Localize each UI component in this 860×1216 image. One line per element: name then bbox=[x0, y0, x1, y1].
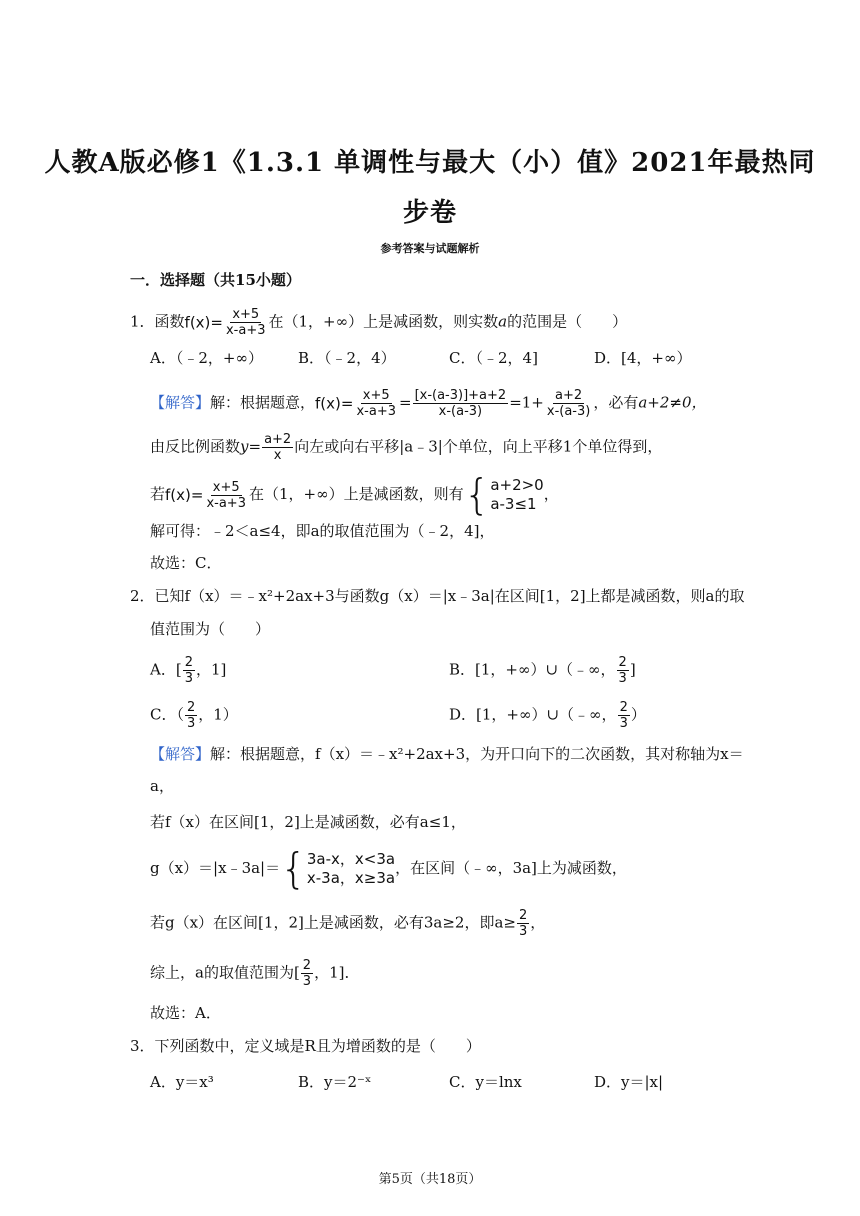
q1-sol-frac2-den: x-(a-3) bbox=[438, 404, 483, 419]
q1-var: a bbox=[498, 312, 508, 331]
q2-opt-c-post: ，1） bbox=[198, 705, 238, 724]
q3-option-c: C．y＝lnx bbox=[449, 1073, 522, 1091]
q1-sol3-text: 在（1，+∞）上是减函数，则有 bbox=[248, 485, 464, 503]
q2-solution-line1b: a， bbox=[150, 777, 174, 795]
q2-sol4-den: 3 bbox=[518, 924, 528, 939]
q2-opt-d-den: 3 bbox=[619, 716, 628, 731]
q1-function-label: f(x)= bbox=[184, 313, 223, 332]
q2-solution-line5 bbox=[150, 958, 359, 989]
q3-option-a: A．y＝x³ bbox=[150, 1073, 214, 1091]
q2-opt-a-num: 2 bbox=[184, 655, 193, 670]
q2-sol1-text: 解：根据题意，f（x）＝﹣x²+2ax+3，为开口向下的二次函数，其对称轴为x＝ bbox=[210, 745, 744, 763]
q2-solution-line3 bbox=[150, 844, 627, 893]
q2-opt-c-frac bbox=[185, 700, 197, 731]
q1-option-c: C．（﹣2，4] bbox=[449, 349, 538, 367]
q2-opt-a-pre: A．[ bbox=[150, 660, 182, 679]
q1-sol3-function-label: f(x)= bbox=[165, 486, 204, 504]
q1-sol1-cond: a+2≠0， bbox=[638, 393, 707, 412]
q2-sol4-post: ， bbox=[530, 913, 546, 932]
q2-opt-b-frac bbox=[617, 655, 629, 686]
q2-answer-tag: 【解答】 bbox=[150, 745, 211, 763]
q2-solution-line2: 若f（x）在区间[1，2]上是减函数，必有a≤1， bbox=[150, 813, 466, 831]
q2-opt-d-frac bbox=[618, 700, 630, 731]
q2-opt-a-frac bbox=[183, 655, 195, 686]
q2-option-d bbox=[449, 700, 646, 731]
q2-stem-line2: 值范围为（ ） bbox=[150, 620, 271, 638]
q3-option-b: B．y＝2⁻ˣ bbox=[298, 1073, 372, 1091]
q2-option-b bbox=[449, 655, 636, 686]
section-heading: 一．选择题（共15小题） bbox=[130, 271, 301, 289]
q2-opt-c-den: 3 bbox=[186, 716, 196, 731]
q2-piecewise bbox=[280, 844, 396, 893]
q1-sol-frac3 bbox=[545, 388, 592, 419]
q1-sol2-prefix: 由反比例函数 bbox=[150, 437, 241, 456]
page-footer: 第5页（共18页） bbox=[378, 1172, 482, 1187]
q2-solution-line1 bbox=[150, 744, 744, 764]
q2-sol4-prefix: 若g（x）在区间[1，2]上是减函数，必有3a≥2，即a≥ bbox=[150, 913, 516, 932]
q2-sol5-post: ，1]． bbox=[314, 963, 360, 982]
q1-solution-line2 bbox=[150, 432, 662, 463]
q1-option-b: B．（﹣2，4） bbox=[298, 349, 396, 367]
q1-frac-den: x-a+3 bbox=[225, 323, 266, 338]
q1-frac-num: x+5 bbox=[232, 307, 260, 322]
q1-sol2-y: y= bbox=[240, 437, 262, 456]
doc-subtitle: 参考答案与试题解析 bbox=[380, 242, 480, 255]
q1-system-of-inequalities bbox=[463, 470, 544, 519]
q1-solution-line5: 故选：C． bbox=[150, 554, 222, 572]
q1-sol2-frac-num: a+2 bbox=[264, 432, 292, 447]
q2-sol3-prefix: g（x）＝|x﹣3a|＝ bbox=[150, 859, 281, 877]
q1-solution-line1 bbox=[150, 388, 707, 419]
q2-sol4-num: 2 bbox=[518, 908, 528, 923]
q2-opt-b-post: ] bbox=[629, 660, 636, 679]
q1-option-a: A．（﹣2，+∞） bbox=[150, 349, 263, 367]
q2-sol5-num: 2 bbox=[302, 958, 312, 973]
q1-sol3-frac bbox=[204, 480, 248, 511]
q1-ineq-row1: a+2>0 bbox=[490, 476, 544, 494]
q3-option-d: D．y＝|x| bbox=[594, 1073, 664, 1091]
q2-opt-c-num: 2 bbox=[186, 700, 196, 715]
q2-opt-b-den: 3 bbox=[618, 671, 627, 686]
q2-opt-b-num: 2 bbox=[618, 655, 627, 670]
q2-option-c bbox=[150, 700, 238, 731]
q2-opt-d-num: 2 bbox=[619, 700, 628, 715]
q1-solution-line3 bbox=[150, 470, 559, 519]
q1-sol-frac1-num: x+5 bbox=[362, 388, 390, 403]
q1-sol1-prefix: 解：根据题意， bbox=[210, 393, 316, 412]
left-brace-icon: { bbox=[463, 470, 491, 519]
q1-solution-line4: 解可得：﹣2＜a≤4，即a的取值范围为（﹣2，4]， bbox=[150, 522, 495, 540]
q1-sol-function-label: f(x)= bbox=[315, 394, 354, 413]
q1-sol-frac2 bbox=[413, 388, 509, 419]
q1-sol2-frac bbox=[262, 432, 293, 463]
q1-sol-eq2: =1+ bbox=[509, 393, 544, 412]
q1-sol-eq1: = bbox=[398, 393, 412, 412]
q1-sol3-end: ， bbox=[543, 485, 559, 503]
q2-stem-line1: 2．已知f（x）＝﹣x²+2ax+3与函数g（x）＝|x﹣3a|在区间[1，2]上都是减函数，则a的取 bbox=[130, 587, 745, 605]
q2-solution-line4 bbox=[150, 908, 545, 939]
q2-sol3-text: ，在区间（﹣∞，3a]上为减函数， bbox=[395, 859, 627, 877]
q2-piece-row2: x-3a，x≥3a bbox=[306, 869, 396, 887]
q1-fraction bbox=[224, 307, 268, 338]
q3-stem: 3．下列函数中，定义域是R且为增函数的是（ ） bbox=[130, 1037, 481, 1055]
q1-sol-frac3-den: x-(a-3) bbox=[546, 404, 591, 419]
q1-stem bbox=[130, 307, 627, 338]
q1-sol-frac1 bbox=[354, 388, 398, 419]
q2-opt-a-den: 3 bbox=[184, 671, 193, 686]
q2-opt-c-pre: C．（ bbox=[150, 705, 184, 724]
q2-sol5-prefix: 综上，a的取值范围为[ bbox=[150, 963, 300, 982]
q1-sol3-frac-num: x+5 bbox=[212, 479, 240, 495]
q2-opt-d-pre: D．[1，+∞）∪（﹣∞， bbox=[449, 705, 617, 724]
q2-option-a bbox=[150, 655, 226, 686]
q1-sol3-frac-den: x-a+3 bbox=[206, 495, 246, 511]
q2-solution-line6: 故选：A． bbox=[150, 1004, 221, 1022]
q2-opt-b-pre: B．[1，+∞）∪（﹣∞， bbox=[449, 660, 616, 679]
q2-sol5-frac bbox=[301, 958, 313, 989]
q1-sol1-post: ，必有 bbox=[593, 393, 639, 412]
left-brace-icon: { bbox=[280, 844, 307, 893]
doc-title-line2: 步卷 bbox=[402, 198, 457, 228]
q1-sol-frac2-num: [x-(a-3)]+a+2 bbox=[414, 388, 507, 403]
q1-sol-frac3-num: a+2 bbox=[555, 388, 583, 403]
q1-option-d: D．[4，+∞） bbox=[594, 349, 692, 367]
q1-sol3-prefix: 若 bbox=[150, 485, 166, 503]
q1-stem-prefix: 1．函数 bbox=[130, 312, 185, 331]
q2-opt-a-post: ，1] bbox=[195, 660, 227, 679]
q1-stem-end: 的范围是（ ） bbox=[507, 312, 628, 331]
doc-title-line1: 人教A版必修1《1.3.1 单调性与最大（小）值》2021年最热同 bbox=[44, 148, 816, 178]
q1-stem-text: 在（1，+∞）上是减函数，则实数 bbox=[268, 312, 499, 331]
q2-sol4-frac bbox=[517, 908, 529, 939]
q1-sol-frac1-den: x-a+3 bbox=[356, 404, 396, 419]
q2-opt-d-post: ） bbox=[630, 705, 646, 724]
q2-sol5-den: 3 bbox=[302, 974, 312, 989]
q1-ineq-row2: a-3≤1 bbox=[490, 495, 537, 513]
q1-answer-tag: 【解答】 bbox=[150, 393, 211, 412]
q2-piece-row1: 3a-x，x<3a bbox=[306, 850, 396, 868]
q1-sol2-text: 向左或向右平移|a﹣3|个单位，向上平移1个单位得到， bbox=[294, 437, 663, 456]
q1-sol2-frac-den: x bbox=[273, 448, 282, 463]
